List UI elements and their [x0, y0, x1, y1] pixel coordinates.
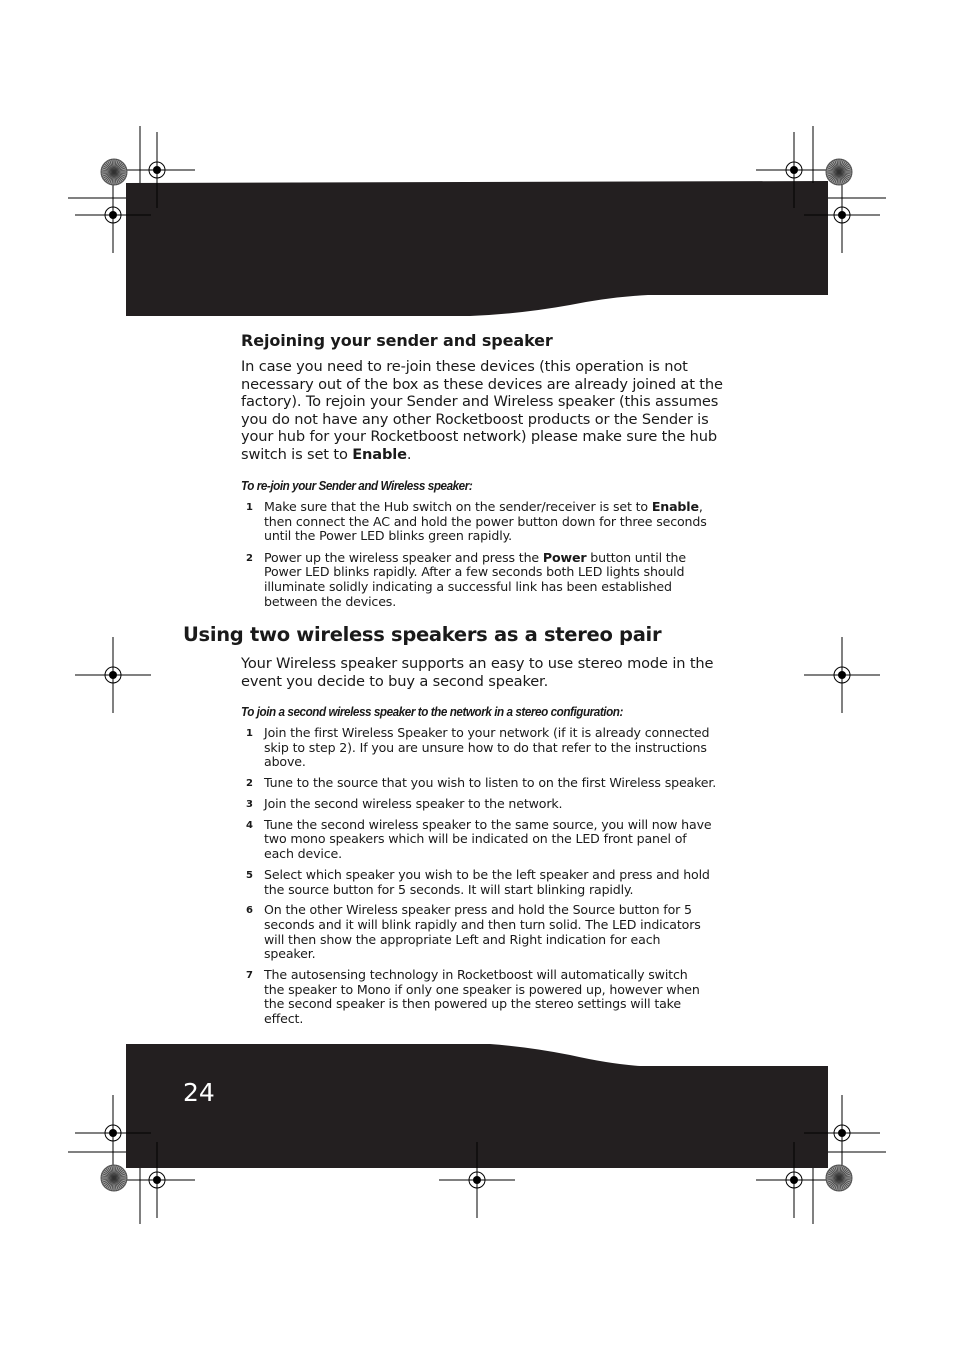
step-item: [241, 551, 751, 609]
step-text: Join the second wireless speaker to the network.: [264, 795, 563, 811]
step-text: the source button for 5 seconds. It will start blinking rapidly.: [264, 881, 634, 897]
step-text: Tune to the source that you wish to listen to on the first Wireless speaker.: [264, 775, 717, 791]
step-text: skip to step 2). If you are unsure how to do that refer to the instructions: [264, 739, 707, 755]
step-text: Power up the wireless speaker and press the: [264, 549, 543, 565]
step-text: Tune the second wireless speaker to the same source, you will now have: [264, 816, 712, 832]
step-text: the second speaker is then powered up the stereo settings will take: [264, 996, 681, 1012]
step-text: until the Power LED blinks green rapidly.: [264, 528, 512, 544]
step-text: Select which speaker you wish to be the left speaker and press and hold: [264, 866, 710, 882]
intro-line: In case you need to re-join these devices (this operation is not: [241, 358, 688, 375]
step-number: 7: [246, 970, 253, 982]
step-item: [241, 776, 751, 791]
intro-line: you do not have any other Rocketboost products or the Sender is: [241, 410, 709, 428]
enable-term: Enable: [651, 499, 699, 514]
step-text: above.: [264, 754, 306, 770]
rejoin-intro-paragraph: [241, 358, 741, 464]
header-band: [126, 181, 828, 316]
step-number: 1: [246, 502, 253, 513]
step-number: 4: [246, 819, 253, 831]
step-text: speaker.: [264, 946, 316, 962]
step-number: 2: [246, 552, 253, 564]
step-number: 6: [246, 905, 253, 917]
stereo-steps: [241, 726, 751, 1033]
step-text: will then show the appropriate Left and Right indication for each: [264, 931, 661, 947]
step-text: then connect the AC and hold the power button down for three seconds: [264, 513, 707, 529]
rejoin-steps: [241, 500, 751, 609]
step-text: between the devices.: [264, 593, 397, 609]
page-number: 24: [183, 1078, 215, 1107]
intro-line: Your Wireless speaker supports an easy to use stereo mode in the: [241, 655, 714, 672]
step-item: [241, 903, 751, 961]
power-term: Power: [542, 549, 587, 565]
footer-band: [126, 1044, 828, 1168]
intro-line: your hub for your Rocketboost network) please make sure the hub: [241, 428, 717, 446]
step-text: effect.: [264, 1010, 304, 1026]
step-text: seconds and it will blink rapidly and then turn solid. The LED indicators: [264, 917, 701, 933]
step-item: [241, 500, 751, 544]
step-text: the speaker to Mono if only one speaker is powered up, however when: [264, 981, 700, 997]
step-text: illuminate solidly indicating a successful link has been established: [264, 578, 672, 594]
procedure-title-stereo: To join a second wireless speaker to the network in a stereo configuration:: [241, 704, 623, 719]
step-text: Join the first Wireless Speaker to your network (if it is already connected: [264, 725, 710, 740]
intro-line: event you decide to buy a second speaker.: [241, 672, 549, 690]
step-item: [241, 726, 751, 770]
enable-term: Enable: [352, 445, 407, 463]
step-text: button until the: [586, 549, 686, 565]
step-text: Power LED blinks rapidly. After a few seconds both LED lights should: [264, 564, 685, 580]
step-text: each device.: [264, 846, 342, 862]
step-text: ,: [698, 499, 703, 514]
step-item: [241, 797, 751, 812]
step-text: On the other Wireless speaker press and hold the Source button for 5: [264, 902, 692, 918]
step-item: [241, 818, 751, 862]
step-text: Make sure that the Hub switch on the sender/receiver is set to: [264, 499, 652, 514]
step-number: 2: [246, 778, 253, 790]
intro-line-pre: switch is set to: [241, 445, 353, 463]
step-text: The autosensing technology in Rocketboost will automatically switch: [264, 967, 688, 983]
procedure-title-rejoin: To re-join your Sender and Wireless speaker:: [241, 478, 473, 493]
step-number: 3: [246, 798, 253, 810]
section-heading-rejoining: Rejoining your sender and speaker: [241, 331, 553, 350]
stereo-intro-paragraph: [241, 655, 741, 690]
intro-line: necessary out of the box as these devices are already joined at the: [241, 375, 723, 393]
step-number: 5: [246, 869, 253, 881]
step-number: 1: [246, 728, 253, 739]
intro-line-post: .: [406, 445, 412, 463]
intro-line: factory). To rejoin your Sender and Wireless speaker (this assumes: [241, 393, 719, 411]
step-item: [241, 868, 751, 897]
section-heading-stereo-pair: Using two wireless speakers as a stereo pair: [183, 623, 662, 646]
step-item: [241, 968, 751, 1026]
step-text: two mono speakers which will be indicated on the LED front panel of: [264, 831, 687, 847]
